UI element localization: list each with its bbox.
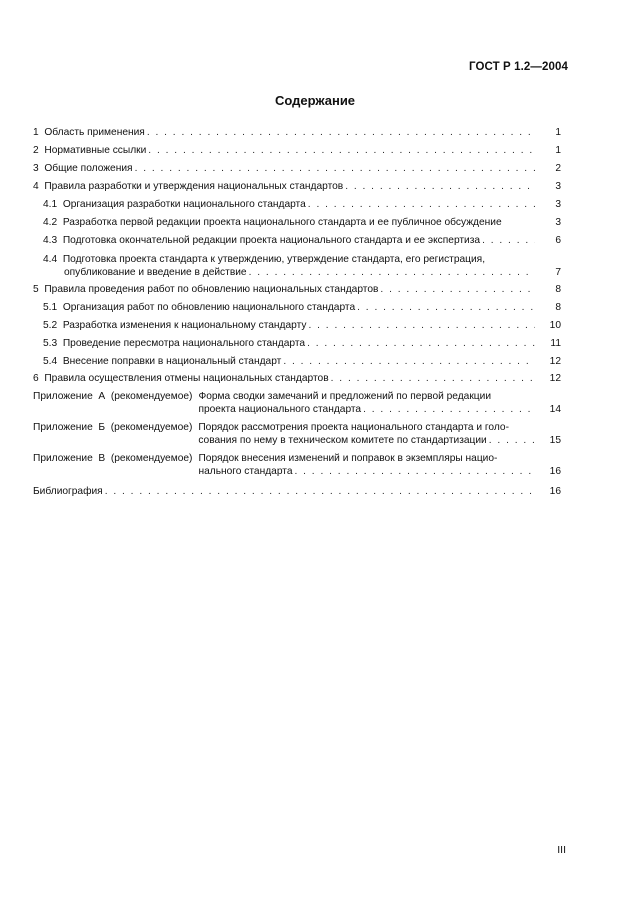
- toc-number: 4.4: [43, 254, 58, 265]
- appendix-label: Приложение Б (рекомендуемое): [33, 422, 193, 433]
- toc-title: Организация разработки национального стандарта: [62, 199, 306, 210]
- appendix-label: Приложение В (рекомендуемое): [33, 453, 193, 464]
- appendix-title-line2: сования по нему в техническом комитете по стандартизации: [198, 435, 487, 446]
- toc-entry[interactable]: [33, 175, 561, 193]
- toc-page: 10: [549, 320, 561, 331]
- toc-page: 1: [555, 145, 561, 156]
- toc-page: 14: [549, 404, 561, 415]
- leader-dots: [357, 302, 535, 314]
- toc-entry[interactable]: [33, 247, 561, 279]
- appendix-entry[interactable]: [33, 385, 561, 416]
- toc-number: 5.1: [43, 302, 58, 313]
- toc-entry[interactable]: [33, 193, 561, 211]
- leader-dots: [135, 163, 535, 175]
- toc-page: 12: [549, 373, 561, 384]
- toc-number: 5: [33, 284, 39, 295]
- toc-entry[interactable]: [33, 350, 561, 368]
- toc-page: 16: [549, 486, 561, 497]
- leader-dots: [307, 338, 535, 350]
- appendix-entry[interactable]: [33, 416, 561, 447]
- toc-entry[interactable]: [33, 279, 561, 296]
- toc-page: 3: [555, 181, 561, 192]
- toc-page: 2: [555, 163, 561, 174]
- toc-entry[interactable]: [33, 139, 561, 157]
- toc-number: 5.2: [43, 320, 58, 331]
- leader-dots: [105, 486, 535, 498]
- leader-dots: [148, 145, 535, 157]
- toc-entry[interactable]: [33, 122, 561, 139]
- toc-title: Организация работ по обновлению национального стандарта: [62, 302, 356, 313]
- toc-number: 4: [33, 181, 39, 192]
- toc-title: Разработка изменения к национальному стандарту: [62, 320, 307, 331]
- toc-title: Разработка первой редакции проекта национального стандарта и ее публичное обсуждение: [62, 217, 502, 228]
- toc-number: 4.3: [43, 235, 58, 246]
- toc-page: 16: [549, 466, 561, 477]
- leader-dots: [308, 199, 535, 211]
- toc-entry[interactable]: [33, 229, 561, 247]
- toc-title: Правила разработки и утверждения национальных стандартов: [44, 181, 344, 192]
- toc-title: Проведение пересмотра национального стандарта: [62, 338, 306, 349]
- appendix-title-line1: Порядок внесения изменений и поправок в экземпляры нацио-: [198, 453, 498, 464]
- toc-entry[interactable]: [33, 368, 561, 385]
- toc-entry[interactable]: [33, 314, 561, 332]
- toc-page: 1: [555, 127, 561, 138]
- toc-number: 4.2: [43, 217, 58, 228]
- toc-number: 3: [33, 163, 39, 174]
- toc-number: 5.3: [43, 338, 58, 349]
- toc-page: 15: [549, 435, 561, 446]
- leader-dots: [147, 127, 535, 139]
- toc-title: Подготовка окончательной редакции проекта национального стандарта и ее экспертиза: [62, 235, 481, 246]
- toc-title: Библиография: [33, 486, 103, 497]
- toc-number: 6: [33, 373, 39, 384]
- leader-dots: [308, 320, 535, 332]
- toc-page: 3: [555, 217, 561, 228]
- toc-number: 4.1: [43, 199, 58, 210]
- toc-number: 2: [33, 145, 39, 156]
- toc-entry[interactable]: [33, 211, 561, 229]
- toc-page: 7: [555, 267, 561, 278]
- appendix-label: Приложение А (рекомендуемое): [33, 391, 193, 402]
- leader-dots: [380, 284, 535, 296]
- leader-dots: [249, 267, 535, 279]
- appendix-title-line1: Форма сводки замечаний и предложений по первой редакции: [198, 391, 492, 402]
- appendix-title-line2: нального стандарта: [198, 466, 293, 477]
- leader-dots: [489, 435, 535, 447]
- table-of-contents: [33, 122, 561, 498]
- toc-title: Правила осуществления отмены национальных стандартов: [44, 373, 329, 384]
- appendix-title-line2: проекта национального стандарта: [198, 404, 362, 415]
- leader-dots: [345, 181, 535, 193]
- leader-dots: [294, 466, 535, 478]
- leader-dots: [283, 356, 535, 368]
- toc-title: Правила проведения работ по обновлению национальных стандартов: [44, 284, 379, 295]
- leader-dots: [482, 235, 535, 247]
- toc-title: Нормативные ссылки: [44, 145, 147, 156]
- page-title: Содержание: [274, 93, 356, 108]
- toc-page: 3: [555, 199, 561, 210]
- toc-title: Внесение поправки в национальный стандарт: [62, 356, 282, 367]
- page-number: III: [557, 844, 566, 856]
- toc-entry[interactable]: [33, 157, 561, 175]
- toc-title: Область применения: [44, 127, 145, 138]
- toc-page: 8: [555, 284, 561, 295]
- toc-entry[interactable]: [33, 332, 561, 350]
- appendix-entry[interactable]: [33, 447, 561, 478]
- document-code: ГОСТ Р 1.2—2004: [469, 61, 568, 73]
- toc-title-line1: Подготовка проекта стандарта к утверждению, утверждение стандарта, его регистрация,: [62, 254, 486, 265]
- toc-number: 5.4: [43, 356, 58, 367]
- toc-title: Общие положения: [44, 163, 133, 174]
- toc-entry-bibliography[interactable]: [33, 478, 561, 498]
- leader-dots: [331, 373, 535, 385]
- toc-number: 1: [33, 127, 39, 138]
- toc-page: 12: [549, 356, 561, 367]
- toc-title-line2: опубликование и введение в действие: [64, 267, 247, 278]
- appendix-title-line1: Порядок рассмотрения проекта национального стандарта и голо-: [198, 422, 509, 433]
- toc-page: 11: [550, 338, 561, 349]
- toc-page: 8: [555, 302, 561, 313]
- toc-page: 6: [555, 235, 561, 246]
- toc-entry[interactable]: [33, 296, 561, 314]
- leader-dots: [363, 404, 535, 416]
